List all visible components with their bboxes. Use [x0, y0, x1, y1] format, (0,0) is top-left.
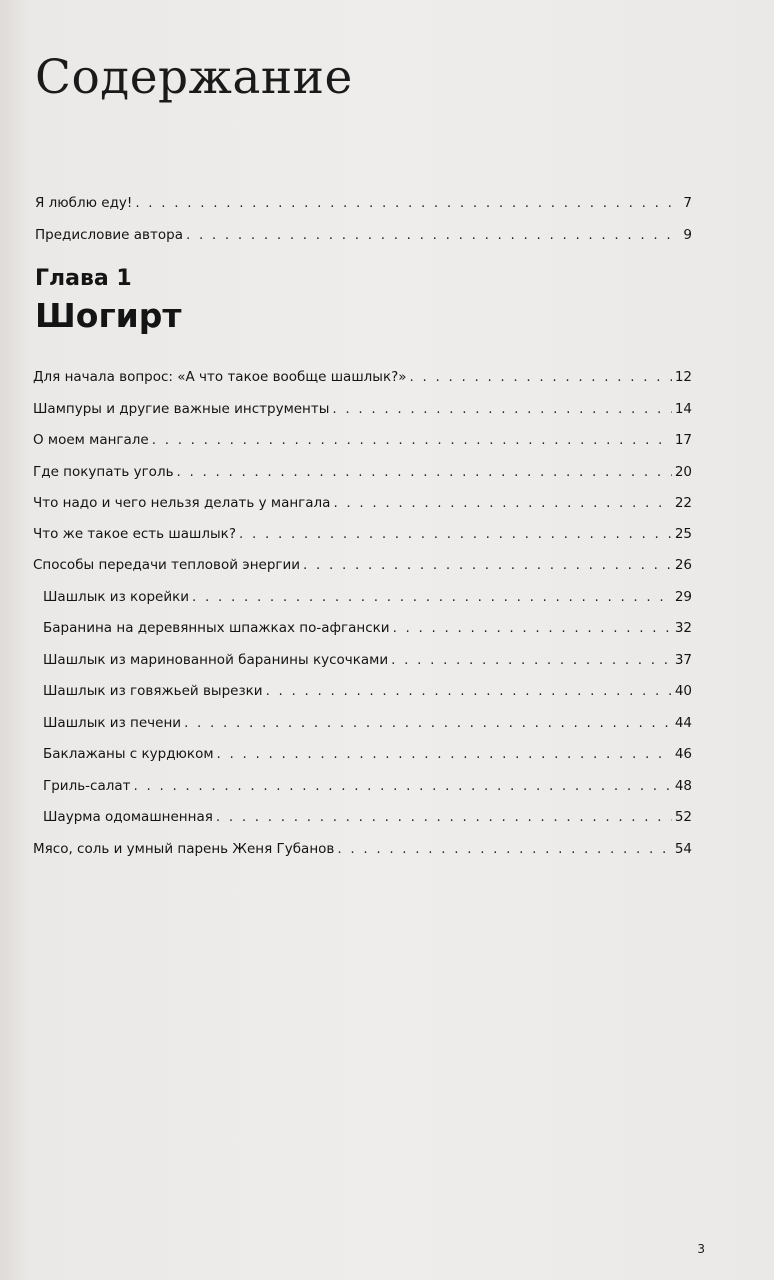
toc-entry-page: 46 — [674, 746, 692, 762]
leader-dots — [266, 681, 672, 701]
toc-entry-label: Баранина на деревянных шпажках по-афгански — [43, 620, 390, 636]
toc-entry[interactable] — [33, 367, 692, 387]
toc-entry-label: Баклажаны с курдюком — [43, 746, 214, 762]
toc-entry-page: 22 — [674, 495, 692, 511]
toc-entry[interactable] — [43, 807, 692, 827]
page-number: 3 — [697, 1242, 705, 1256]
toc-entry[interactable] — [35, 225, 692, 245]
toc-entry[interactable] — [43, 587, 692, 607]
toc-entry-page: 48 — [674, 778, 692, 794]
toc-entry-page: 37 — [674, 652, 692, 668]
leader-dots — [216, 807, 672, 827]
toc-entry-page: 9 — [683, 227, 692, 243]
leader-dots — [303, 555, 672, 575]
chapter-title: Шогирт — [35, 296, 182, 335]
toc-entry-label: Способы передачи тепловой энергии — [33, 557, 301, 573]
toc-entry[interactable] — [33, 839, 692, 859]
toc-entry-label: О моем мангале — [33, 432, 149, 448]
toc-entry-page: 12 — [674, 369, 692, 385]
toc-entry[interactable] — [43, 744, 692, 764]
leader-dots — [134, 776, 672, 796]
leader-dots — [152, 430, 672, 450]
toc-entry-page: 7 — [683, 195, 692, 211]
leader-dots — [186, 225, 680, 245]
toc-entry[interactable] — [43, 713, 692, 733]
leader-dots — [410, 367, 672, 387]
leader-dots — [135, 193, 680, 213]
toc-entry-page: 44 — [674, 715, 692, 731]
toc-entry-label: Гриль-салат — [43, 778, 131, 794]
toc-entry-label: Шашлык из маринованной баранины кусочками — [43, 652, 389, 668]
toc-entry-label: Где покупать уголь — [33, 464, 174, 480]
toc-entry-page: 14 — [674, 401, 692, 417]
toc-entry-page: 52 — [674, 809, 692, 825]
toc-entry-label: Я люблю еду! — [35, 195, 133, 211]
toc-entry-page: 20 — [674, 464, 692, 480]
toc-entry-label: Что надо и чего нельзя делать у мангала — [33, 495, 331, 511]
toc-entry-page: 26 — [674, 557, 692, 573]
toc-entry-page: 29 — [674, 589, 692, 605]
toc-entry[interactable] — [33, 462, 692, 482]
leader-dots — [217, 744, 672, 764]
toc-entry[interactable] — [33, 555, 692, 575]
toc-entry-label: Шаурма одомашненная — [43, 809, 213, 825]
leader-dots — [239, 524, 672, 544]
toc-entry-label: Шашлык из говяжьей вырезки — [43, 683, 263, 699]
page-title: Содержание — [35, 50, 353, 105]
toc-entry-page: 54 — [674, 841, 692, 857]
toc-entry-label: Для начала вопрос: «А что такое вообще шашлык?» — [33, 369, 407, 385]
leader-dots — [184, 713, 672, 733]
toc-entry[interactable] — [33, 524, 692, 544]
leader-dots — [192, 587, 672, 607]
leader-dots — [333, 493, 671, 513]
chapter-label: Глава 1 — [35, 266, 132, 291]
leader-dots — [177, 462, 672, 482]
toc-entry[interactable] — [33, 399, 692, 419]
bleed-through-text — [600, 60, 606, 81]
leader-dots — [332, 399, 671, 419]
toc-entry-label: Мясо, соль и умный парень Женя Губанов — [33, 841, 335, 857]
toc-entry-page: 17 — [674, 432, 692, 448]
leader-dots — [337, 839, 671, 859]
toc-entry-label: Шашлык из печени — [43, 715, 182, 731]
toc-entry-page: 40 — [674, 683, 692, 699]
toc-entry[interactable] — [35, 193, 692, 213]
toc-entry[interactable] — [43, 650, 692, 670]
toc-entry-label: Шампуры и другие важные инструменты — [33, 401, 330, 417]
leader-dots — [391, 650, 672, 670]
toc-entry[interactable] — [43, 618, 692, 638]
toc-entry[interactable] — [43, 681, 692, 701]
toc-entry-label: Предисловие автора — [35, 227, 183, 243]
toc-entry[interactable] — [33, 430, 692, 450]
leader-dots — [393, 618, 672, 638]
toc-entry[interactable] — [33, 493, 692, 513]
toc-entry-label: Шашлык из корейки — [43, 589, 190, 605]
toc-entry-page: 25 — [674, 526, 692, 542]
toc-entry-label: Что же такое есть шашлык? — [33, 526, 237, 542]
toc-entry-page: 32 — [674, 620, 692, 636]
toc-entry[interactable] — [43, 776, 692, 796]
